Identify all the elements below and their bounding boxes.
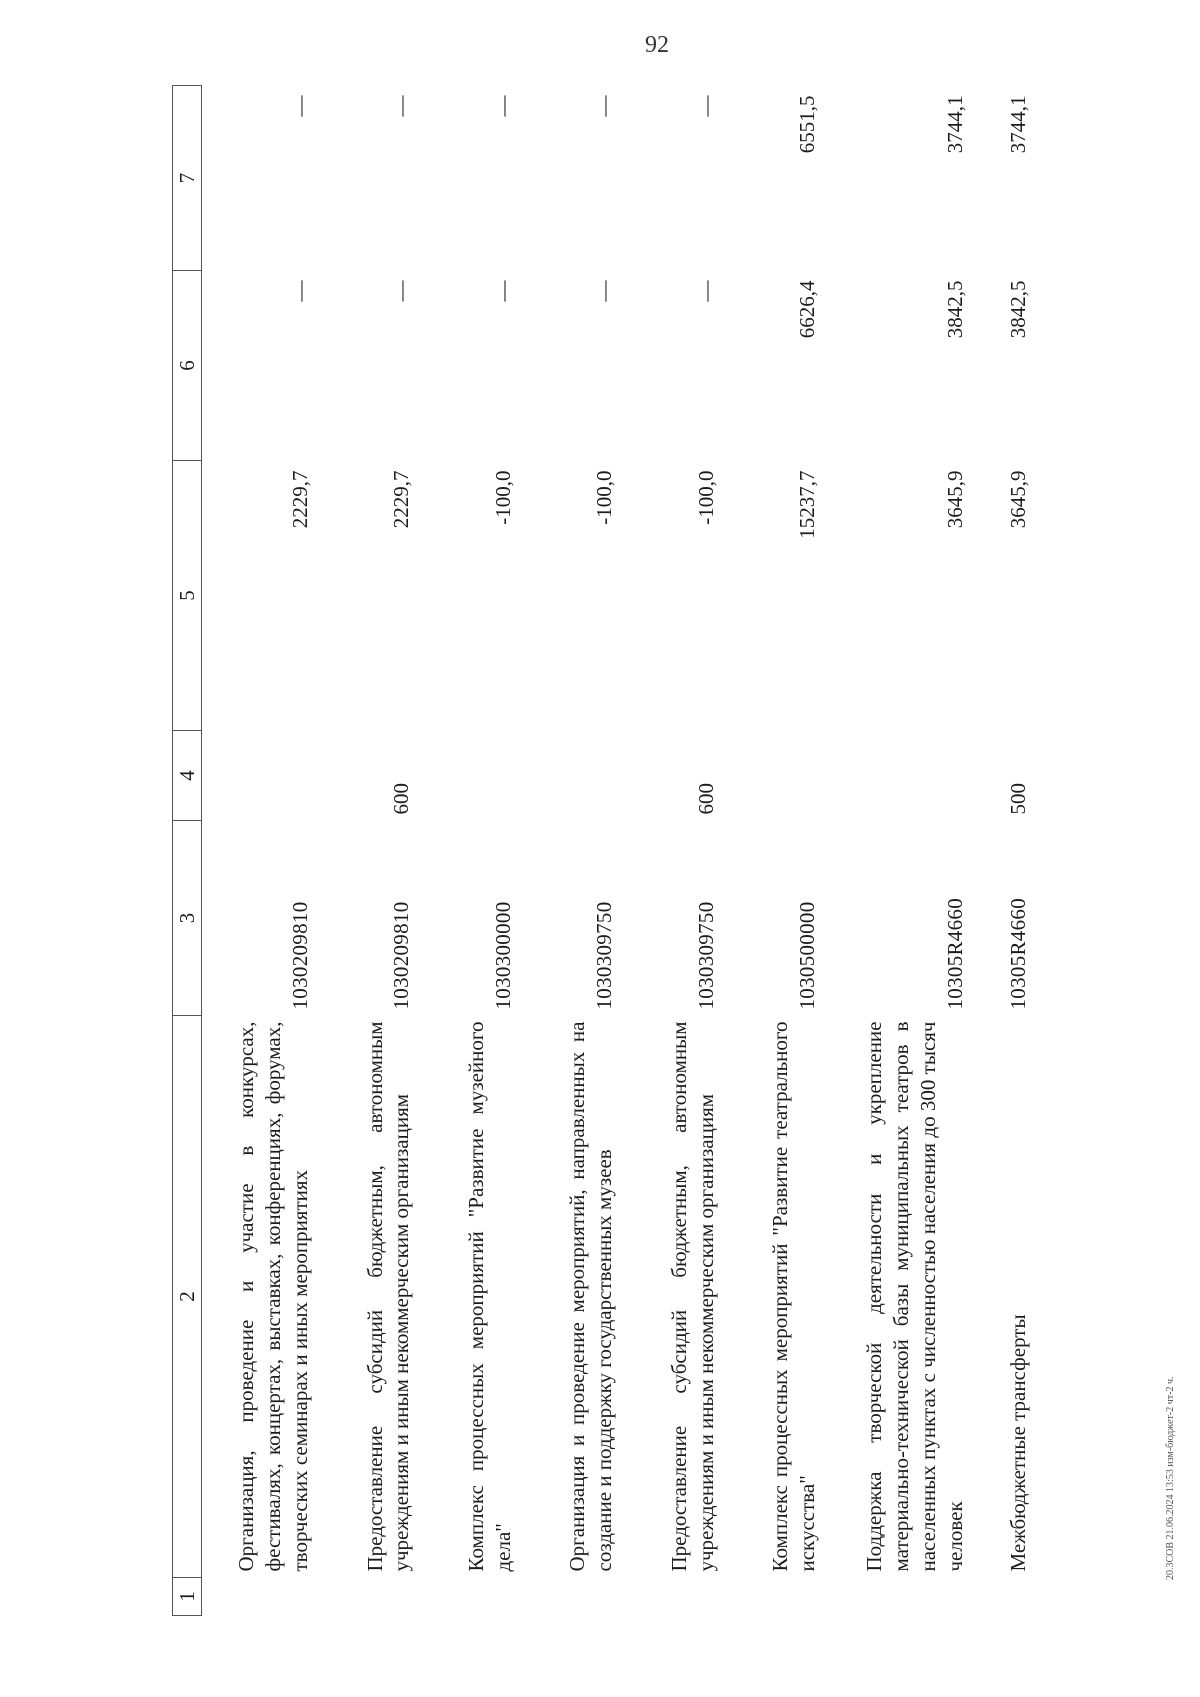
cell-amount-6: — [288, 280, 313, 302]
cell-description: Предоставление субсидий бюджетным, автономным учреждениям и иным некоммерческим организациям [666, 1021, 718, 1572]
cell-amount-7: — [592, 95, 617, 117]
cell-col1 [519, 1578, 620, 1616]
table-row [316, 86, 417, 1616]
cell-amount-5: 2229,7 [389, 470, 414, 529]
cell-description: Поддержка творческой деятельности и укрепление материально-технической базы муниципальных театров в населенных пунктах с численностью населения до 300 тысяч человек [862, 1021, 967, 1572]
cell-amount-5: -100,0 [490, 470, 515, 525]
cell-amount-6: — [693, 280, 718, 302]
cell-description: Организация и проведение мероприятий, направленных на создание и поддержку государственных музеев [565, 1021, 617, 1572]
header-cell-2: 2 [173, 1016, 202, 1578]
cell-amount-7: 3744,1 [1006, 95, 1031, 154]
cell-amount-6: — [592, 280, 617, 302]
cell-code: 1030209810 [389, 901, 414, 1010]
cell-type [417, 731, 518, 821]
header-cell-6: 6 [173, 271, 202, 461]
cell-amount-6: — [490, 280, 515, 302]
cell-code: 10305R4660 [1006, 897, 1031, 1010]
cell-description: Предоставление субсидий бюджетным, автономным учреждениям и иным некоммерческим организациям [362, 1021, 414, 1572]
page-number: 92 [645, 32, 669, 58]
header-cell-7: 7 [173, 86, 202, 271]
table-row [721, 86, 822, 1616]
cell-amount-5: 3645,9 [1006, 470, 1031, 529]
table-row [971, 86, 1034, 1616]
cell-code: 1030309750 [592, 901, 617, 1010]
cell-amount-6: 3842,5 [1006, 280, 1031, 339]
cell-amount-5: 3645,9 [942, 470, 967, 529]
cell-col1 [316, 1578, 417, 1616]
header-cell-5: 5 [173, 461, 202, 731]
cell-amount-7: 6551,5 [794, 95, 819, 154]
cell-col1 [823, 1578, 971, 1616]
cell-type [721, 731, 822, 821]
cell-code: 1030209810 [288, 901, 313, 1010]
cell-col1 [620, 1578, 721, 1616]
cell-type: 500 [1006, 783, 1031, 815]
budget-table [172, 85, 1034, 1616]
cell-description: Организация, проведение и участие в конкурсах, фестивалях, концертах, выставках, конференциях, форумах, творческих семинарах и иных мероприятиях [234, 1021, 313, 1572]
cell-description: Комплекс процессных мероприятий "Развитие музейного дела" [463, 1021, 515, 1572]
cell-amount-7: — [288, 95, 313, 117]
footer-stamp: 20.3СОВ 21.06.2024 13:53 изм-бюджет-2 чт-2 ч. [1165, 1376, 1176, 1580]
cell-description: Комплекс процессных мероприятий "Развитие театрального искусства" [768, 1021, 819, 1572]
table-row [823, 86, 971, 1616]
header-cell-4: 4 [173, 731, 202, 821]
header-cell-1: 1 [173, 1578, 202, 1616]
table-body [173, 86, 1035, 1616]
cell-code: 1030500000 [794, 901, 819, 1010]
cell-col1 [417, 1578, 518, 1616]
cell-type: 600 [389, 783, 414, 815]
cell-amount-5: 15237,7 [794, 470, 819, 539]
cell-amount-5: -100,0 [592, 470, 617, 525]
cell-col1 [971, 1578, 1034, 1616]
cell-amount-6: — [389, 280, 414, 302]
cell-amount-7: — [490, 95, 515, 117]
table-row [202, 86, 316, 1616]
cell-type [519, 731, 620, 821]
header-row [173, 86, 202, 1616]
cell-type: 600 [693, 783, 718, 815]
cell-type [202, 731, 316, 821]
cell-col1 [202, 1578, 316, 1616]
cell-code: 1030309750 [693, 901, 718, 1010]
cell-code: 10305R4660 [942, 897, 967, 1010]
cell-amount-5: -100,0 [693, 470, 718, 525]
cell-amount-5: 2229,7 [288, 470, 313, 529]
cell-amount-6: 3842,5 [942, 280, 967, 339]
cell-description: Межбюджетные трансферты [1006, 1314, 1031, 1572]
cell-type [823, 731, 971, 821]
header-cell-3: 3 [173, 821, 202, 1016]
cell-code: 1030300000 [490, 901, 515, 1010]
cell-amount-7: — [693, 95, 718, 117]
cell-amount-7: — [389, 95, 414, 117]
table-row [620, 86, 721, 1616]
cell-col1 [721, 1578, 822, 1616]
cell-amount-7: 3744,1 [942, 95, 967, 154]
table-row [519, 86, 620, 1616]
rotated-table-wrapper [172, 86, 1034, 1616]
table-row [417, 86, 518, 1616]
cell-amount-6: 6626,4 [794, 280, 819, 339]
